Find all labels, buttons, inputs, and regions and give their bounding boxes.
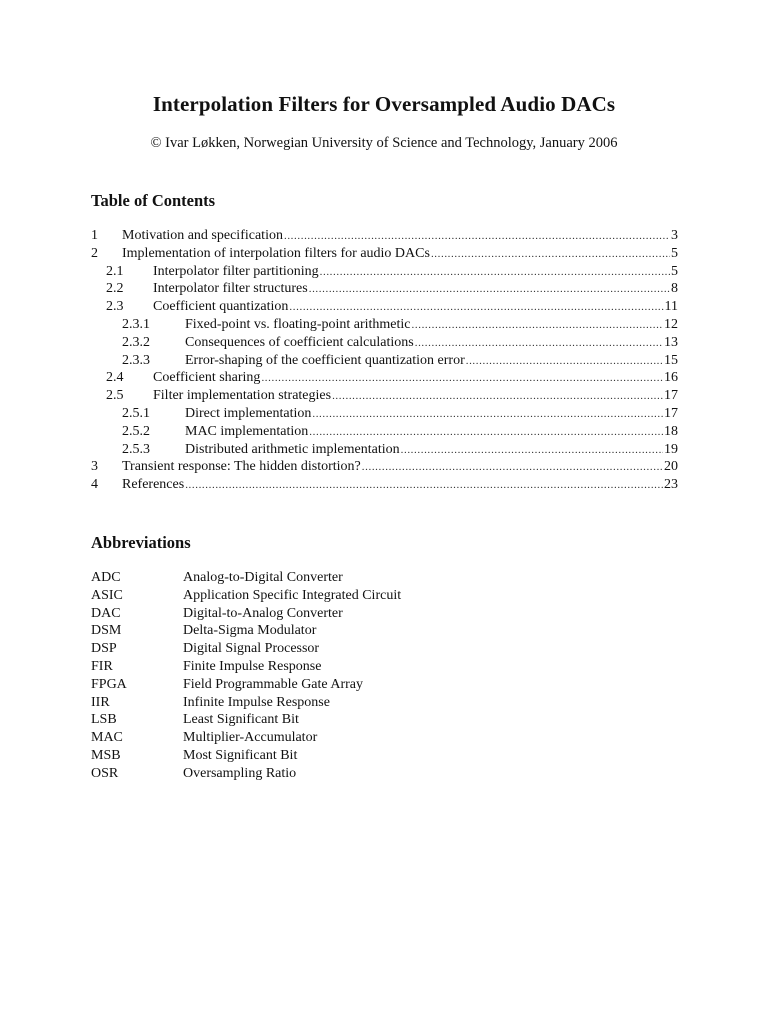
abbreviation-definition: Finite Impulse Response bbox=[183, 658, 322, 674]
toc-entry-title: Direct implementation bbox=[185, 405, 312, 421]
abbreviation-term: FPGA bbox=[91, 676, 127, 692]
toc-entry[interactable] bbox=[91, 352, 678, 370]
toc-entry-title: Coefficient sharing bbox=[153, 370, 261, 386]
toc-entry-page: 17 bbox=[664, 388, 678, 404]
abbreviation-definition: Application Specific Integrated Circuit bbox=[183, 587, 402, 603]
toc-entry[interactable] bbox=[91, 405, 678, 423]
toc-entry-number: 2.1 bbox=[106, 263, 124, 279]
abbreviation-term: MSB bbox=[91, 747, 121, 763]
toc-entry-number: 2.5.1 bbox=[122, 405, 150, 421]
abbreviation-definition: Digital-to-Analog Converter bbox=[183, 605, 343, 621]
toc-entry-page: 18 bbox=[664, 423, 678, 439]
abbreviation-definition: Infinite Impulse Response bbox=[183, 694, 330, 710]
toc-entry-title: Distributed arithmetic implementation bbox=[185, 441, 400, 457]
toc-entry-title: Consequences of coefficient calculations bbox=[185, 334, 414, 350]
abbreviation-term: MAC bbox=[91, 730, 123, 746]
toc-entry-page: 17 bbox=[664, 405, 678, 421]
toc-entry-number: 2.5 bbox=[106, 388, 124, 404]
abbreviation-term: ADC bbox=[91, 570, 121, 585]
abbreviation-definition: Oversampling Ratio bbox=[183, 765, 297, 781]
abbreviation-row bbox=[91, 747, 571, 765]
abbreviation-term: ASIC bbox=[91, 587, 123, 603]
toc-entry-page: 15 bbox=[664, 352, 678, 368]
toc-entry-title: Filter implementation strategies bbox=[153, 388, 332, 404]
abbreviation-row bbox=[91, 694, 571, 712]
toc-entry-page: 23 bbox=[664, 477, 678, 493]
toc-dot-leader bbox=[309, 281, 670, 299]
toc-entry-number: 2.5.3 bbox=[122, 441, 150, 457]
toc-entry[interactable] bbox=[91, 245, 678, 263]
toc-entry-number: 2.3.2 bbox=[122, 334, 150, 350]
toc-entry[interactable] bbox=[91, 334, 678, 352]
toc-entry-number: 2.2 bbox=[106, 281, 124, 297]
abbreviations-heading: Abbreviations bbox=[91, 533, 191, 552]
abbreviation-definition: Digital Signal Processor bbox=[183, 641, 320, 657]
toc-entry-title: Error-shaping of the coefficient quantization error bbox=[185, 352, 465, 368]
document-subtitle: © Ivar Løkken, Norwegian University of Science and Technology, January 2006 bbox=[150, 135, 618, 151]
abbreviation-row bbox=[91, 622, 571, 640]
toc-entry-page: 11 bbox=[664, 299, 678, 315]
toc-dot-leader bbox=[415, 335, 663, 353]
toc-entry-number: 4 bbox=[91, 477, 98, 493]
toc-entry[interactable] bbox=[91, 280, 678, 298]
abbreviation-term: DAC bbox=[91, 605, 121, 621]
toc-entry[interactable] bbox=[91, 316, 678, 334]
abbreviation-row bbox=[91, 658, 571, 676]
toc-entry-page: 19 bbox=[664, 441, 678, 457]
toc-dot-leader bbox=[412, 317, 663, 335]
toc-entry-page: 3 bbox=[671, 228, 678, 243]
abbreviation-definition: Analog-to-Digital Converter bbox=[183, 570, 343, 585]
toc-entry-number: 2.3.1 bbox=[122, 316, 150, 332]
abbreviation-term: OSR bbox=[91, 765, 119, 781]
abbreviation-definition: Delta-Sigma Modulator bbox=[183, 623, 317, 639]
abbreviation-term: IIR bbox=[91, 694, 110, 710]
toc-entry-title: Implementation of interpolation filters for audio DACs bbox=[122, 245, 430, 261]
abbreviation-row bbox=[91, 729, 571, 747]
toc-entry-number: 2.4 bbox=[106, 370, 124, 386]
toc-entry-number: 1 bbox=[91, 228, 98, 243]
table-of-contents bbox=[91, 227, 678, 494]
toc-entry-title: MAC implementation bbox=[185, 423, 309, 439]
toc-entry-page: 12 bbox=[664, 316, 678, 332]
toc-entry-title: Transient response: The hidden distortion? bbox=[122, 459, 361, 475]
toc-entry[interactable] bbox=[91, 441, 678, 459]
abbreviation-definition: Least Significant Bit bbox=[183, 712, 299, 728]
toc-dot-leader bbox=[362, 459, 663, 477]
toc-entry[interactable] bbox=[91, 263, 678, 281]
toc-dot-leader bbox=[312, 406, 663, 424]
toc-dot-leader bbox=[284, 228, 670, 246]
toc-entry-number: 3 bbox=[91, 459, 98, 475]
toc-dot-leader bbox=[401, 442, 663, 460]
toc-entry-title: Fixed-point vs. floating-point arithmetic bbox=[185, 316, 411, 332]
abbreviation-row bbox=[91, 605, 571, 623]
toc-dot-leader bbox=[431, 246, 670, 264]
abbreviation-row bbox=[91, 676, 571, 694]
abbreviation-term: FIR bbox=[91, 658, 113, 674]
abbreviation-row bbox=[91, 765, 571, 783]
toc-dot-leader bbox=[466, 353, 663, 371]
toc-entry-page: 20 bbox=[664, 459, 678, 475]
toc-dot-leader bbox=[332, 388, 663, 406]
abbreviation-term: LSB bbox=[91, 712, 117, 728]
abbreviation-term: DSP bbox=[91, 641, 117, 657]
document-title: Interpolation Filters for Oversampled Audio DACs bbox=[152, 92, 616, 116]
abbreviation-row bbox=[91, 569, 571, 587]
toc-entry[interactable] bbox=[91, 387, 678, 405]
toc-entry[interactable] bbox=[91, 298, 678, 316]
toc-entry-page: 8 bbox=[671, 281, 678, 297]
toc-entry-page: 5 bbox=[671, 263, 678, 279]
toc-entry-page: 13 bbox=[664, 334, 678, 350]
toc-entry-number: 2.5.2 bbox=[122, 423, 150, 439]
toc-entry[interactable] bbox=[91, 458, 678, 476]
abbreviation-definition: Multiplier-Accumulator bbox=[183, 730, 318, 746]
abbreviation-definition: Most Significant Bit bbox=[183, 747, 298, 763]
abbreviation-definition: Field Programmable Gate Array bbox=[183, 676, 364, 692]
toc-entry-title: Coefficient quantization bbox=[153, 299, 289, 315]
toc-dot-leader bbox=[309, 424, 663, 442]
toc-entry[interactable] bbox=[91, 227, 678, 245]
toc-entry-number: 2 bbox=[91, 245, 98, 261]
toc-entry[interactable] bbox=[91, 476, 678, 494]
toc-entry-number: 2.3 bbox=[106, 299, 124, 315]
toc-entry-title: References bbox=[122, 477, 185, 493]
toc-heading: Table of Contents bbox=[91, 191, 216, 210]
toc-entry[interactable] bbox=[91, 369, 678, 387]
toc-dot-leader bbox=[289, 299, 663, 317]
toc-entry[interactable] bbox=[91, 423, 678, 441]
toc-dot-leader bbox=[185, 477, 663, 495]
toc-entry-page: 5 bbox=[671, 245, 678, 261]
abbreviation-row bbox=[91, 640, 571, 658]
toc-entry-page: 16 bbox=[664, 370, 678, 386]
abbreviation-row bbox=[91, 587, 571, 605]
toc-entry-number: 2.3.3 bbox=[122, 352, 150, 368]
abbreviation-row bbox=[91, 711, 571, 729]
toc-entry-title: Interpolator filter structures bbox=[153, 281, 308, 297]
abbreviations-list bbox=[91, 569, 571, 783]
abbreviation-term: DSM bbox=[91, 623, 122, 639]
toc-entry-title: Motivation and specification bbox=[122, 228, 283, 243]
toc-dot-leader bbox=[320, 264, 670, 282]
toc-dot-leader bbox=[261, 370, 663, 388]
toc-entry-title: Interpolator filter partitioning bbox=[153, 263, 319, 279]
